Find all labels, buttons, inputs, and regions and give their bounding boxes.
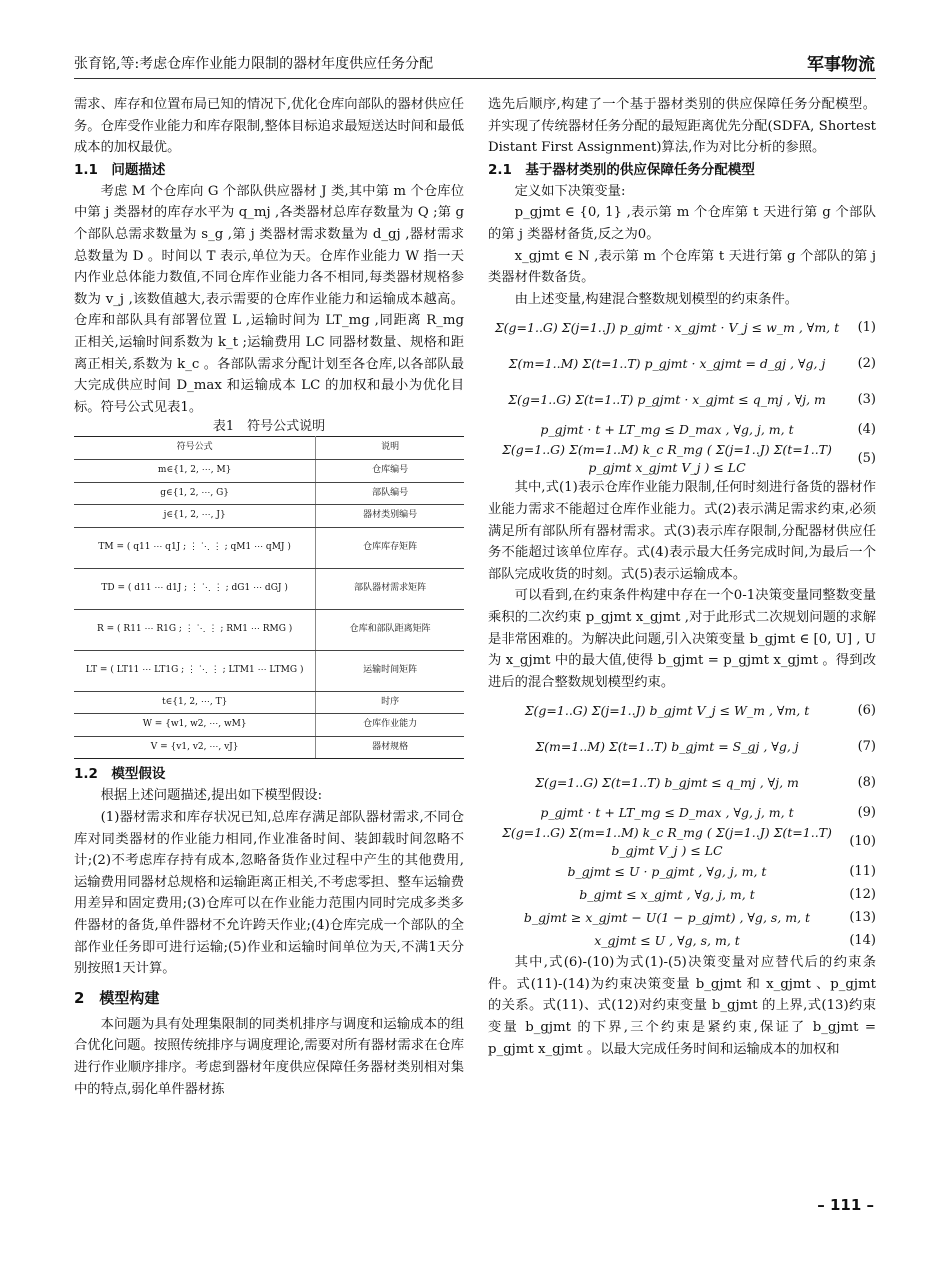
equation-expression: x_gjmt ≤ U , ∀g, s, m, t: [594, 932, 740, 948]
equation-number: (5): [857, 451, 876, 467]
problem-description-paragraph: 考虑 M 个仓库向 G 个部队供应器材 J 类,其中第 m 个仓库位中第 j 类器材的库存水平为 q_mj ,各类器材总库存数量为 Q ;第 g 个部队总需求数量为 s_g ,第 j 类器材需求数量为 d_gj ,器材需求总数量为 D 。时间以 T 表示,单位为天。仓库作业能力 W 指一天内作业总体能力数值,不同仓库作业能力各不相同,每类器材规格参数为 v_j ,该数值越大,表示需要的仓库作业能力和运输成本越高。仓库和部队具有部署位置 L ,运输时间为 LT_mg ,同距离 R_mg 正相关,运输时间系数为 k_t ;运输费用 LC 同器材数量、规格和距离正相关,系数为 k_c 。各部队需求分配计划至各仓库,以各部队最大完成供应时间 D_max 和运输成本 LC 的加权和最小为优化目标。符号公式见表1。: [74, 183, 464, 415]
equation-expression: Σ(g=1..G) Σ(t=1..T) b_gjmt ≤ q_mj , ∀j, m: [535, 775, 799, 791]
equation-number: (7): [857, 739, 876, 755]
equation-number: (9): [857, 804, 876, 820]
table-row: [74, 505, 464, 528]
right-column: [488, 94, 876, 1060]
equation-14: [488, 929, 876, 952]
intro-paragraph: 需求、库存和位置布局已知的情况下,优化仓库向部队的器材供应任务。仓库受作业能力和库存限制,整体目标追求最短送达时间和最低成本的加权最优。: [74, 97, 464, 156]
equation-9: [488, 801, 876, 824]
table-row: [74, 527, 464, 568]
equation-number: (12): [849, 886, 876, 902]
table-cell-symbol: LT = ( LT11 ⋯ LT1G ; ⋮ ⋱ ⋮ ; LTM1 ⋯ LTMG ): [74, 650, 316, 691]
section-2-paragraph: 本问题为具有处理集限制的同类机排序与调度和运输成本的组合优化问题。按照传统排序与调度理论,需要对所有器材需求在仓库进行作业顺序排序。考虑到器材年度供应保障任务器材类别相对集中的特点,弱化单件器材拣: [74, 1016, 464, 1097]
section-1-1-title: 1.1 问题描述: [74, 161, 166, 178]
equation-4: [488, 418, 876, 441]
equation-number: (8): [857, 775, 876, 791]
table-header-desc: 说明: [316, 437, 464, 460]
table-cell-symbol: g∈{1, 2, ⋯, G}: [74, 482, 316, 505]
equation-expression: Σ(g=1..G) Σ(m=1..M) k_c R_mg ( Σ(j=1..J) Σ(t=1..T) b_gjmt V_j ) ≤ LC: [502, 825, 832, 859]
constraint-explanation-paragraph: 其中,式(1)表示仓库作业能力限制,任何时刻进行备货的器材作业能力需求不能超过仓库作业能力。式(2)表示满足需求约束,必须满足所有部队所有器材需求。式(3)表示库存限制,分配器材供应任务不能超过该单位库存。式(4)表示最大任务完成时间,为最后一个部队完成收货的时刻。式(5)表示运输成本。: [488, 480, 876, 582]
equation-expression: Σ(g=1..G) Σ(t=1..T) p_gjmt · x_gjmt ≤ q_mj , ∀j, m: [508, 392, 826, 408]
equation-number: (4): [857, 421, 876, 437]
equation-number: (14): [849, 932, 876, 948]
table-cell-desc: 运输时间矩阵: [316, 650, 464, 691]
definition-intro: 定义如下决策变量:: [514, 183, 626, 199]
table-cell-desc: 器材规格: [316, 736, 464, 759]
assumption-intro-paragraph: 根据上述问题描述,提出如下模型假设:: [100, 788, 323, 804]
linearization-paragraph: 可以看到,在约束条件构建中存在一个0-1决策变量同整数变量乘积的二次约束 p_gjmt x_gjmt ,对于此形式二次规划问题的求解是非常困难的。为解决此问题,引入决策变量 b_gjmt ∈ [0, U] , U 为 x_gjmt 中的最大值,使得 b_gjmt = p_gjmt x_gjmt 。得到改进后的混合整数规划模型约束。: [488, 588, 876, 690]
table-cell-desc: 仓库编号: [316, 459, 464, 482]
continued-paragraph: 选先后顺序,构建了一个基于器材类别的供应保障任务分配模型。并实现了传统器材任务分配的最短距离优先分配(SDFA, Shortest Distant First Assignment)算法,作为对比分析的参照。: [488, 97, 876, 156]
page-number: – 111 –: [817, 1196, 874, 1214]
equation-2: [488, 346, 876, 382]
section-2-1-title: 2.1 基于器材类别的供应保障任务分配模型: [488, 161, 755, 178]
table-row: [74, 609, 464, 650]
table-row: [74, 714, 464, 737]
table-row: [74, 482, 464, 505]
equation-expression: Σ(m=1..M) Σ(t=1..T) b_gjmt = S_gj , ∀g, j: [535, 739, 799, 755]
equation-expression: p_gjmt · t + LT_mg ≤ D_max , ∀g, j, m, t: [540, 804, 794, 820]
table-cell-symbol: t∈{1, 2, ⋯, T}: [74, 691, 316, 714]
equation-5: [488, 441, 876, 477]
equation-expression: p_gjmt · t + LT_mg ≤ D_max , ∀g, j, m, t: [540, 421, 794, 437]
equation-expression: b_gjmt ≥ x_gjmt − U(1 − p_gjmt) , ∀g, s, m, t: [523, 909, 811, 925]
equation-8: [488, 765, 876, 801]
equation-number: (10): [849, 834, 876, 850]
variable-x-definition: x_gjmt ∈ N ,表示第 m 个仓库第 t 天进行第 g 个部队的第 j 类器材件数备货。: [488, 248, 876, 286]
assumptions-paragraph: (1)器材需求和库存状况已知,总库存满足部队器材需求,不同仓库对同类器材的作业能力相同,作业准备时间、装卸载时间忽略不计;(2)不考虑库存持有成本,忽略备货作业过程中产生的其他费用,运输费用同器材总规格和运输距离正相关,不考虑零担、整车运输费用差异和固定费用;(3)仓库可以在作业能力范围内同时完成多类多件器材的备货,单件器材不允许跨天作业;(4)仓库完成一个部队的全部作业任务即可进行运输;(5)作业和运输时间单位为天,不满1天分别按照1天计算。: [74, 810, 464, 977]
equation-number: (11): [849, 863, 876, 879]
symbol-table: [74, 436, 464, 759]
table-row: [74, 736, 464, 759]
equation-12: [488, 883, 876, 906]
equation-6: [488, 693, 876, 729]
equation-expression: b_gjmt ≤ x_gjmt , ∀g, j, m, t: [579, 886, 755, 902]
equation-number: (3): [857, 392, 876, 408]
table-header-row: [74, 437, 464, 460]
header-rule: [74, 78, 876, 79]
table-header-symbol: 符号公式: [74, 437, 316, 460]
table-cell-desc: 部队编号: [316, 482, 464, 505]
equation-3: [488, 382, 876, 418]
equation-number: (6): [857, 703, 876, 719]
table-cell-symbol: TD = ( d11 ⋯ d1J ; ⋮ ⋱ ⋮ ; dG1 ⋯ dGJ ): [74, 568, 316, 609]
table-cell-symbol: m∈{1, 2, ⋯, M}: [74, 459, 316, 482]
equation-number: (2): [857, 356, 876, 372]
table-cell-desc: 仓库和部队距离矩阵: [316, 609, 464, 650]
table-row: [74, 650, 464, 691]
section-1-2-title: 1.2 模型假设: [74, 766, 166, 783]
equation-10: [488, 824, 876, 860]
table-row: [74, 459, 464, 482]
equation-number: (1): [857, 320, 876, 336]
equation-expression: Σ(g=1..G) Σ(j=1..J) p_gjmt · x_gjmt · V_j ≤ w_m , ∀m, t: [494, 320, 840, 336]
equation-expression: Σ(g=1..G) Σ(m=1..M) k_c R_mg ( Σ(j=1..J) Σ(t=1..T) p_gjmt x_gjmt V_j ) ≤ LC: [502, 442, 832, 476]
table-cell-desc: 时序: [316, 691, 464, 714]
equation-expression: Σ(m=1..M) Σ(t=1..T) p_gjmt · x_gjmt = d_gj , ∀g, j: [508, 356, 826, 372]
variable-p-definition: p_gjmt ∈ {0, 1} ,表示第 m 个仓库第 t 天进行第 g 个部队的第 j 类器材备货,反之为0。: [488, 205, 876, 242]
table-cell-symbol: TM = ( q11 ⋯ q1J ; ⋮ ⋱ ⋮ ; qM1 ⋯ qMJ ): [74, 527, 316, 568]
equation-1: [488, 310, 876, 346]
left-column: [74, 94, 464, 1100]
journal-name: 军事物流: [807, 55, 875, 75]
section-2-title: 2 模型构建: [74, 988, 160, 1007]
constraints-intro: 由上述变量,构建混合整数规划模型的约束条件。: [514, 291, 799, 307]
equation-7: [488, 729, 876, 765]
table-cell-symbol: V = {v1, v2, ⋯, vJ}: [74, 736, 316, 759]
table-cell-desc: 器材类别编号: [316, 505, 464, 528]
equation-11: [488, 860, 876, 883]
equation-number: (13): [849, 909, 876, 925]
table-cell-symbol: R = ( R11 ⋯ R1G ; ⋮ ⋱ ⋮ ; RM1 ⋯ RMG ): [74, 609, 316, 650]
table-cell-symbol: W = {w1, w2, ⋯, wM}: [74, 714, 316, 737]
table-row: [74, 568, 464, 609]
table-row: [74, 691, 464, 714]
equation-expression: Σ(g=1..G) Σ(j=1..J) b_gjmt V_j ≤ W_m , ∀m, t: [524, 703, 810, 719]
table-cell-symbol: j∈{1, 2, ⋯, J}: [74, 505, 316, 528]
running-header-authors-title: 张育铭,等:考虑仓库作业能力限制的器材年度供应任务分配: [74, 56, 434, 72]
table-cell-desc: 仓库作业能力: [316, 714, 464, 737]
equation-expression: b_gjmt ≤ U · p_gjmt , ∀g, j, m, t: [567, 863, 767, 879]
table-cell-desc: 部队器材需求矩阵: [316, 568, 464, 609]
table-1-caption: 表1 符号公式说明: [212, 419, 326, 435]
table-cell-desc: 仓库库存矩阵: [316, 527, 464, 568]
relation-explanation-paragraph: 其中,式(6)-(10)为式(1)-(5)决策变量对应替代后的约束条件。式(11)-(14)为约束决策变量 b_gjmt 和 x_gjmt 、p_gjmt 的关系。式(11)、式(12)对约束变量 b_gjmt 的上界,式(13)约束变量 b_gjmt 的下界,三个约束是紧约束,保证了 b_gjmt = p_gjmt x_gjmt 。以最大完成任务时间和运输成本的加权和: [488, 955, 876, 1057]
equation-13: [488, 906, 876, 929]
